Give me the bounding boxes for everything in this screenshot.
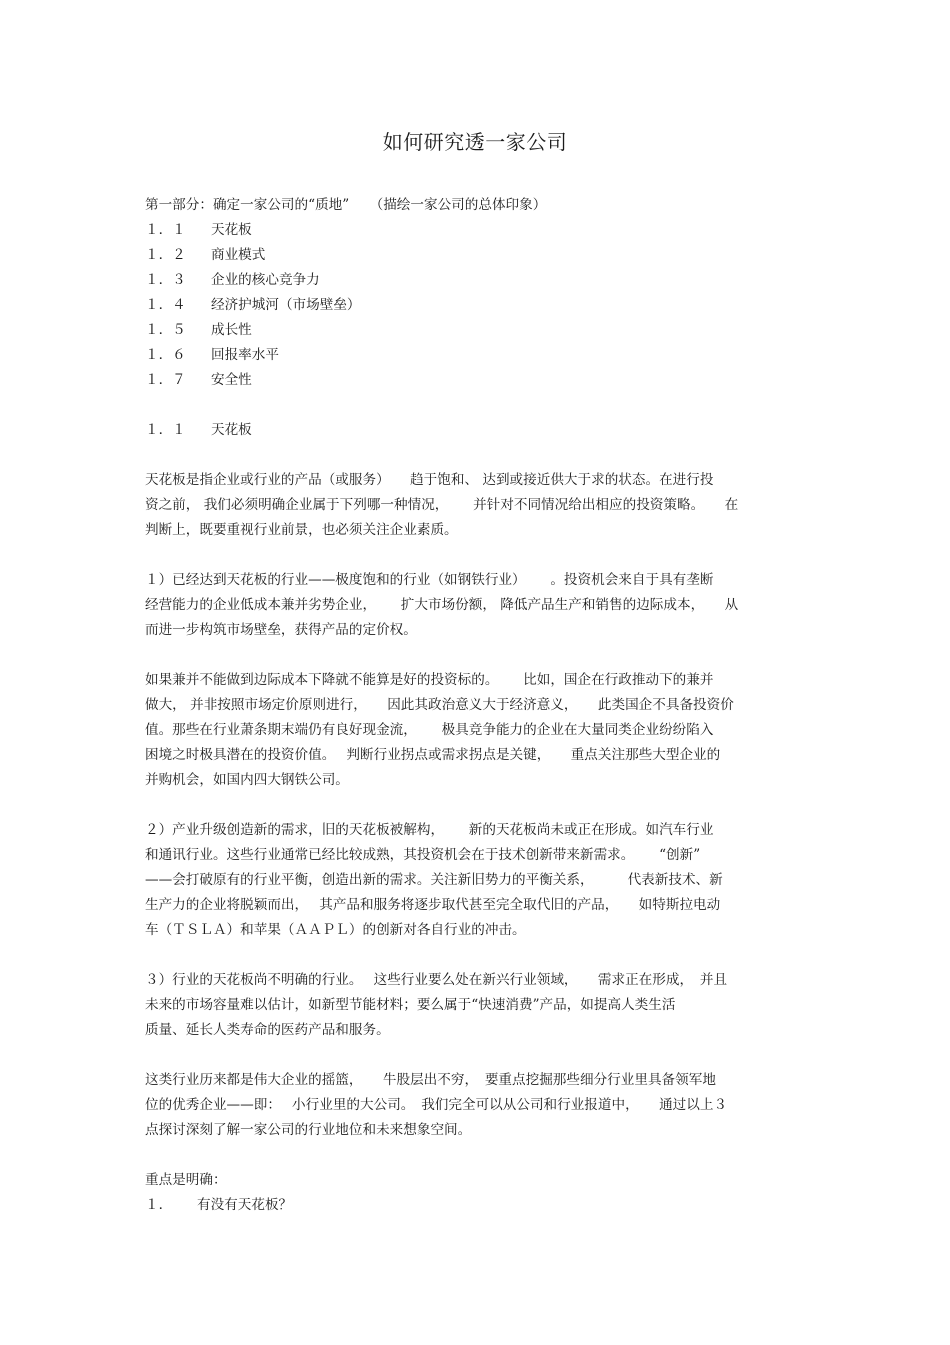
section-heading	[145, 418, 815, 443]
paragraph	[145, 568, 815, 643]
paragraph	[145, 468, 815, 543]
toc-item	[145, 293, 815, 318]
paragraph-line: 并购机会，如国内四大钢铁公司。	[145, 772, 349, 788]
toc-item	[145, 343, 815, 368]
paragraph-line: 判断上，既要重视行业前景，也必须关注企业素质。	[145, 522, 458, 538]
toc-label: 成长性	[211, 322, 252, 338]
focus-number: １．	[145, 1197, 173, 1213]
toc-label: 安全性	[211, 372, 252, 388]
toc-label: 企业的核心竞争力	[211, 272, 320, 288]
toc-label: 经济护城河（市场壁垒）	[211, 297, 361, 313]
toc-label: 商业模式	[211, 247, 266, 263]
paragraph-line: 困境之时极具潜在的投资价值。 判断行业拐点或需求拐点是关键， 重点关注那些大型企业的	[145, 747, 721, 763]
paragraph-line: 未来的市场容量难以估计，如新型节能材料；要么属于“快速消费”产品，如提高人类生活	[145, 997, 676, 1013]
section-label: 天花板	[211, 422, 252, 438]
paragraph	[145, 668, 815, 793]
paragraph-line: 车（ＴＳＬＡ）和苹果（ＡＡＰＬ）的创新对各自行业的冲击。	[145, 922, 526, 938]
document-title: 如何研究透一家公司	[382, 130, 568, 154]
paragraph-line: 生产力的企业将脱颖而出， 其产品和服务将逐步取代甚至完全取代旧的产品， 如特斯拉电动	[145, 897, 721, 913]
paragraph-line: 和通讯行业。这些行业通常已经比较成熟，其投资机会在于技术创新带来新需求。 “创新”	[145, 847, 701, 863]
toc-item	[145, 243, 815, 268]
paragraph-line: 做大， 并非按照市场定价原则进行， 因此其政治意义大于经济意义， 此类国企不具备投资价	[145, 697, 734, 713]
toc-item	[145, 218, 815, 243]
toc-item	[145, 368, 815, 393]
toc-number: １．５	[145, 322, 186, 338]
paragraph-line: 天花板是指企业或行业的产品（或服务） 趋于饱和、 达到或接近供大于求的状态。在进行投	[145, 472, 714, 488]
toc-number: １．７	[145, 372, 186, 388]
paragraph-line: 值。那些在行业萧条期末端仍有良好现金流， 极具竞争能力的企业在大量同类企业纷纷陷入	[145, 722, 714, 738]
paragraph-line: ——会打破原有的行业平衡，创造出新的需求。关注新旧势力的平衡关系， 代表新技术、新	[145, 872, 723, 888]
toc-number: １．４	[145, 297, 186, 313]
document-body	[145, 193, 815, 1218]
paragraph-line: 经营能力的企业低成本兼并劣势企业， 扩大市场份额， 降低产品生产和销售的边际成本， 从	[145, 597, 739, 613]
toc-item	[145, 318, 815, 343]
paragraph-line: ３）行业的天花板尚不明确的行业。 这些行业要么处在新兴行业领域， 需求正在形成， 并且	[145, 972, 728, 988]
paragraph	[145, 1068, 815, 1143]
toc-number: １．６	[145, 347, 186, 363]
paragraph	[145, 818, 815, 943]
toc-label: 回报率水平	[211, 347, 279, 363]
toc-number: １．１	[145, 222, 186, 238]
paragraph-line: ２）产业升级创造新的需求，旧的天花板被解构， 新的天花板尚未或正在形成。如汽车行业	[145, 822, 714, 838]
toc-number: １．２	[145, 247, 186, 263]
toc-item	[145, 268, 815, 293]
toc-label: 天花板	[211, 222, 252, 238]
paragraph	[145, 968, 815, 1043]
toc-number: １．３	[145, 272, 186, 288]
paragraph-line: １）已经达到天花板的行业——极度饱和的行业（如钢铁行业） 。投资机会来自于具有垄断	[145, 572, 714, 588]
focus-label: 有没有天花板？	[197, 1197, 293, 1213]
paragraph-line: 如果兼并不能做到边际成本下降就不能算是好的投资标的。 比如，国企在行政推动下的兼并	[145, 672, 714, 688]
paragraph-line: 而进一步构筑市场壁垒，获得产品的定价权。	[145, 622, 417, 638]
part1-heading: 第一部分：确定一家公司的“质地” （描绘一家公司的总体印象）	[145, 197, 547, 213]
section-number: １．１	[145, 422, 186, 438]
paragraph-line: 点探讨深刻了解一家公司的行业地位和未来想象空间。	[145, 1122, 472, 1138]
paragraph-line: 质量、延长人类寿命的医药产品和服务。	[145, 1022, 390, 1038]
paragraph-line: 位的优秀企业——即： 小行业里的大公司。 我们完全可以从公司和行业报道中， 通过以上３	[145, 1097, 728, 1113]
toc-list	[145, 218, 815, 393]
focus-item	[145, 1193, 815, 1218]
focus-heading: 重点是明确：	[145, 1172, 227, 1188]
paragraph-line: 资之前， 我们必须明确企业属于下列哪一种情况， 并针对不同情况给出相应的投资策略。 在	[145, 497, 739, 513]
paragraph-line: 这类行业历来都是伟大企业的摇篮， 牛股层出不穷， 要重点挖掘那些细分行业里具备领军地	[145, 1072, 716, 1088]
